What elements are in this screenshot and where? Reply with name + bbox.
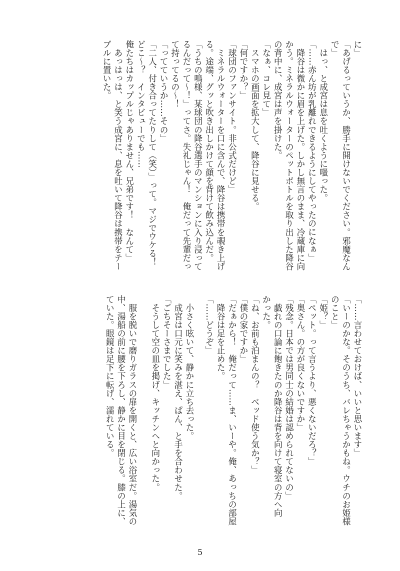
text-line: 降谷は足を止めた。 [216,295,227,381]
text-line [138,295,149,540]
text-line: て持ってるの～！ [170,40,181,109]
text-line: 「なぁ、コレ見て」 [261,40,272,117]
text-line: 「二人、付き合ってたりして（笑）」って。マジでウケる！ [147,40,158,267]
text-line: 成宮は口元に笑みを湛え、ぱん、と手を合わせた。 [173,295,184,500]
text-line: 「僕の家ですか」 [238,295,249,364]
text-line: る。途端、グッと吹き出しかけて顔を背けて飲み込んだ。 [204,40,215,263]
text-line: で」 [330,40,341,58]
text-line: 「残念。日本では男同士の結婚は認められてないの」 [284,295,295,500]
text-line: あっはっは、と笑う成宮に、息を吐いて降谷は携帯をテー [113,40,124,271]
text-line: るんだって～！」ってさ。失礼じゃん！ 俺だって先輩だっ [181,40,192,271]
text-line: 「……言わせておけば、いいと思います」 [353,295,363,458]
page-number: 5 [197,548,203,557]
text-line: 中、湯船の前に腰を下ろし、静かに目を閉じる。膝の上に、 [116,295,127,526]
text-line: 「ごちそーさまでした」 [162,295,173,389]
text-line: 「球団のファンサイト。非公式だけど」 [227,40,238,194]
text-line: ていた。眼鏡は足下に転げ、濡れている。 [105,295,116,458]
upper-text-block [23,40,363,285]
text-line: そうして空の皿を掲げ、キッチンへと向かった。 [150,295,161,492]
text-line: 「だぁから！ 俺だって……ま、いーや。俺、あっちの部屋 [227,295,238,526]
text-line: 降谷は微かに眉を上げた。しかし無言のまま、冷蔵庫に向 [295,40,306,271]
text-line: 戯れの口論に飽きたのか降谷は背を向けて寝室の方へ向 [273,295,284,518]
text-line: に」 [353,40,363,58]
text-line: かう。ミネラルウォーターのペットボトルを取り出した降谷 [284,40,295,271]
text-line: 小さく呟いて、静かに立ち去った。 [185,295,195,441]
text-line: 「ペット。って言うより、悪くないだろ？」 [307,295,318,466]
text-line: 「奥さん。の方が良くないですか」 [295,295,306,432]
text-line: どこ～？ インタビューでも…… [136,40,147,169]
text-line: 俺たちはカップルじゃありません、兄弟です！ なんて」 [124,40,135,263]
text-line: 「……どうぞ」 [204,295,215,355]
text-line: はっ、と成宮は息を吐くように嗤った。 [318,40,329,203]
text-line: 「ね、お前も泊まんの？ ベッド使う気か？」 [250,295,261,475]
text-line: 服を脱いで磨りガラスの扉を開くと、広い浴室だ。湯気の [127,295,138,526]
text-line: 「あげるっていうか、勝手に開けないでください。邪魔なん [341,40,352,271]
text-line: 「……赤ん坊が乳離れできるようにしてやったのになぁ」 [307,40,318,263]
text-line: 「姫？」 [318,295,329,330]
text-line: かった。 [261,295,272,330]
lower-right-text-block [203,295,363,540]
text-line: 「いーのかな。そのうち、バレちゃうかもね。ウチのお姫様 [341,295,352,526]
text-line: の背中に、成宮は声を掛けた。 [273,40,284,160]
lower-left-text-block [35,295,195,540]
text-line: スマホの画面を拡大して、降谷に見せる。 [250,40,261,211]
text-line: 「うちの鳴様、某球団の降谷選手のマンションに入り浸って [193,40,204,271]
text-line: のこと」 [330,295,341,330]
text-line: ミネラルウォーターを口に含んで、降谷は携帯を覗き上げ [216,40,227,271]
text-line: 「何ですか？」 [238,40,249,100]
text-line: ブルに置いた。 [102,40,113,100]
text-line: 「ってていうか……その」 [159,40,170,143]
